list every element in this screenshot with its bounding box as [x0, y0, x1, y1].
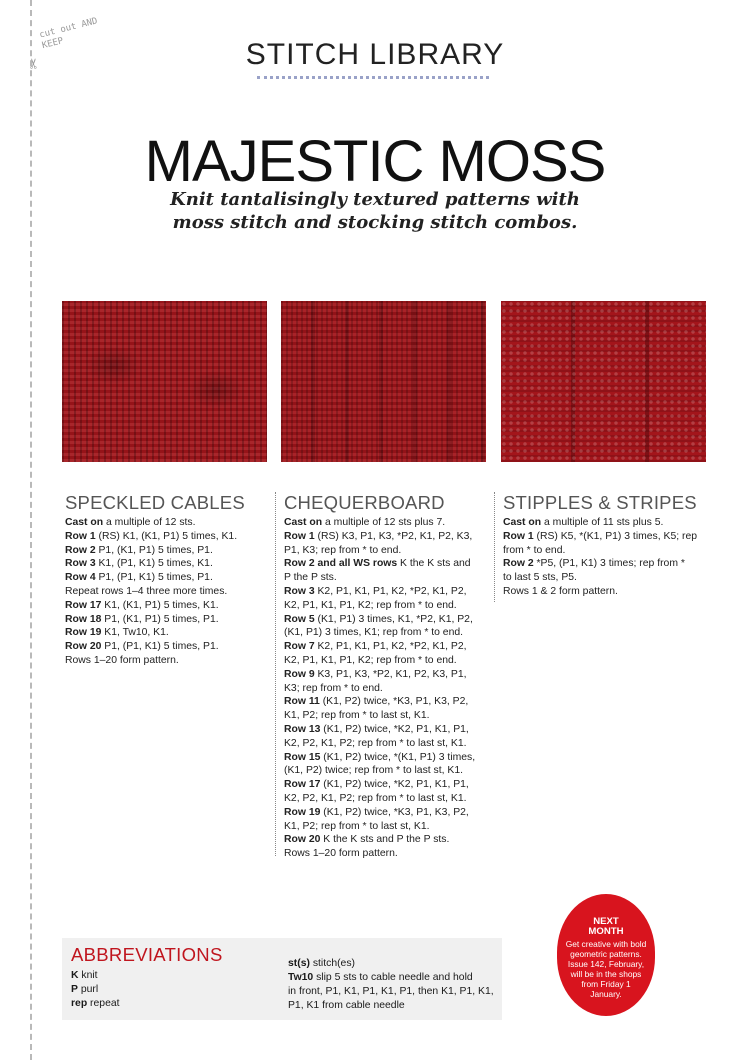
instruction-text: knit [78, 970, 98, 981]
pattern-column [65, 492, 273, 668]
instruction-line [284, 544, 492, 558]
instruction-line [284, 737, 492, 751]
instruction-text: (K1, P2) twice, *K2, P1, K1, P1, [320, 723, 469, 735]
instruction-text: (K1, P1) 3 times, K1; rep from * to end. [284, 627, 464, 639]
instruction-line [284, 806, 492, 820]
instruction-line [288, 957, 498, 971]
instruction-line [65, 626, 273, 640]
column-divider [494, 492, 495, 602]
instruction-text: K2, P1, K1, P1, K2; rep from * to end. [284, 599, 457, 611]
pattern-instructions [65, 516, 273, 668]
instruction-line [284, 709, 492, 723]
instruction-label: Row 1 [503, 530, 534, 542]
instruction-line [503, 544, 711, 558]
instruction-label: st(s) [288, 958, 310, 969]
instruction-line [284, 654, 492, 668]
instruction-text: stitch(es) [309, 958, 355, 969]
instruction-line [284, 682, 492, 696]
instruction-line [71, 969, 120, 983]
instruction-label: Row 9 [284, 668, 315, 680]
instruction-text: K2, P2, K1, P2; rep from * to last st, K1. [284, 737, 467, 749]
instruction-label: Row 2 [503, 558, 534, 570]
instruction-line [284, 764, 492, 778]
instruction-text: K the K sts and [397, 558, 471, 570]
instruction-line [284, 778, 492, 792]
instruction-line [284, 530, 492, 544]
instruction-line [65, 654, 273, 668]
instruction-line [284, 626, 492, 640]
instruction-text: (K1, P2) twice, *K3, P1, K3, P2, [319, 696, 469, 708]
instruction-text: K1, P2; rep from * to last st, K1. [284, 820, 430, 832]
pattern-instructions [284, 516, 492, 861]
instruction-line [288, 985, 498, 999]
instruction-text: P1, (P1, K1) 5 times, P1. [101, 641, 219, 653]
instruction-text: K1, Tw10, K1. [101, 627, 169, 639]
instruction-line [284, 847, 492, 861]
instruction-label: Row 1 [65, 530, 96, 542]
instruction-line [284, 599, 492, 613]
instruction-label: Cast on [284, 517, 323, 528]
instruction-text: K2, P2, K1, P2; rep from * to last st, K1. [284, 792, 467, 804]
instruction-line [284, 585, 492, 599]
instruction-text: (K1, P2) twice, *K2, P1, K1, P1, [320, 779, 469, 791]
pattern-heading: STIPPLES & STRIPES [503, 492, 697, 513]
instruction-line [503, 557, 711, 571]
instruction-text: P the P sts. [284, 572, 337, 584]
instruction-label: Row 15 [284, 751, 321, 763]
instruction-line [284, 751, 492, 765]
instruction-text: (RS) K1, (K1, P1) 5 times, K1. [95, 530, 238, 542]
instruction-text: P1, K3; rep from * to end. [284, 544, 402, 556]
instruction-label: Row 20 [65, 641, 102, 653]
instruction-text: from * to end. [503, 544, 566, 556]
instruction-text: repeat [87, 998, 120, 1009]
instruction-label: Row 3 [284, 585, 315, 597]
instruction-text: P1, (K1, P1) 5 times, P1. [95, 544, 213, 556]
instruction-line [284, 668, 492, 682]
instruction-line [65, 613, 273, 627]
instruction-line [284, 723, 492, 737]
instruction-text: K1, (K1, P1) 5 times, K1. [101, 599, 219, 611]
instruction-text: P1, K1 from cable needle [288, 1000, 405, 1011]
instruction-label: Row 2 [65, 544, 96, 556]
instruction-text: Repeat rows 1–4 three more times. [65, 585, 228, 597]
instruction-text: (RS) K3, P1, K3, *P2, K1, P2, K3, [314, 530, 473, 542]
instruction-text: (RS) K5, *(K1, P1) 3 times, K5; rep [533, 530, 698, 542]
instruction-label: Row 19 [284, 806, 321, 818]
instruction-line [284, 792, 492, 806]
instruction-line [284, 820, 492, 834]
instruction-text: Rows 1–20 form pattern. [284, 848, 398, 860]
column-divider [275, 492, 276, 856]
abbreviations-list [288, 957, 498, 1013]
scissors-icon: ✂ [25, 57, 42, 70]
instruction-text: K3; rep from * to end. [284, 682, 383, 694]
instruction-label: Row 4 [65, 572, 96, 584]
instruction-label: Row 20 [284, 834, 321, 846]
pattern-heading: CHEQUERBOARD [284, 492, 445, 513]
instruction-line [65, 557, 273, 571]
instruction-text: K1, P2; rep from * to last st, K1. [284, 710, 430, 722]
instruction-label: Row 13 [284, 723, 321, 735]
instruction-text: P1, (K1, P1) 5 times, P1. [101, 613, 219, 625]
instruction-line [284, 640, 492, 654]
instruction-label: Cast on [65, 517, 104, 528]
speckled-cables-swatch-image [62, 301, 267, 462]
instruction-text: (K1, P2) twice; rep from * to last st, K1. [284, 765, 464, 777]
instruction-line [65, 516, 273, 530]
pattern-instructions [503, 516, 711, 599]
instruction-label: Row 18 [65, 613, 102, 625]
instruction-line [284, 557, 492, 571]
instruction-text: a multiple of 11 sts plus 5. [541, 517, 664, 528]
instruction-text: K1, (P1, K1) 5 times, K1. [95, 558, 213, 570]
instruction-line [65, 544, 273, 558]
instruction-text: K2, P1, K1, P1, K2; rep from * to end. [284, 654, 457, 666]
subtitle-line: moss stitch and stocking stitch combos. [172, 212, 578, 233]
instruction-line [503, 585, 711, 599]
page-subtitle [150, 188, 600, 234]
instruction-text: (K1, P2) twice, *K3, P1, K3, P2, [320, 806, 469, 818]
instruction-line [65, 640, 273, 654]
instruction-line [284, 571, 492, 585]
instruction-label: P [71, 984, 78, 995]
instruction-label: Row 3 [65, 558, 96, 570]
instruction-label: Row 1 [284, 530, 315, 542]
instruction-text: (K1, P2) twice, *(K1, P1) 3 times, [320, 751, 476, 763]
instruction-text: a multiple of 12 sts plus 7. [322, 517, 446, 528]
instruction-line [71, 983, 120, 997]
instruction-line [71, 997, 120, 1011]
instruction-label: Row 17 [65, 599, 102, 611]
instruction-text: Rows 1 & 2 form pattern. [503, 585, 618, 597]
instruction-label: Row 19 [65, 627, 102, 639]
instruction-label: Row 2 and all WS rows [284, 558, 398, 570]
header-dotted-rule [257, 76, 489, 79]
instruction-text: (K1, P1) 3 times, K1, *P2, K1, P2, [314, 613, 473, 625]
pattern-heading: SPECKLED CABLES [65, 492, 245, 513]
instruction-line [65, 599, 273, 613]
instruction-line [284, 516, 492, 530]
abbreviations-list [71, 969, 120, 1011]
subtitle-line: Knit tantalisingly textured patterns with [170, 189, 580, 210]
instruction-line [288, 971, 498, 985]
instruction-line [284, 613, 492, 627]
instruction-text: in front, P1, K1, P1, K1, P1, then K1, P1, K1, [288, 986, 494, 997]
pattern-column [503, 492, 711, 599]
instruction-text: a multiple of 12 sts. [103, 517, 196, 528]
instruction-label: Row 11 [284, 696, 320, 708]
instruction-text: *P5, (P1, K1) 3 times; rep from * [533, 558, 685, 570]
section-header: STITCH LIBRARY [245, 38, 505, 71]
next-month-title-line: MONTH [588, 926, 624, 937]
instruction-text: purl [77, 984, 99, 995]
instruction-line [284, 833, 492, 847]
instruction-text: K2, P1, K1, P1, K2, *P2, K1, P2, [314, 641, 467, 653]
cut-out-note: cut out AND KEEP [38, 16, 99, 52]
next-month-title-line: NEXT [593, 916, 619, 927]
abbreviations-box [62, 938, 502, 1020]
next-month-title [557, 917, 655, 937]
instruction-text: to last 5 sts, P5. [503, 572, 577, 584]
instruction-text: slip 5 sts to cable needle and hold [313, 972, 473, 983]
page-title: MAJESTIC MOSS [144, 129, 606, 194]
instruction-text: P1, (P1, K1) 5 times, P1. [95, 572, 213, 584]
instruction-label: Tw10 [288, 972, 314, 983]
next-month-text: Get creative with bold geometric patterns. Issue 142, February, will be in the shops from Friday 1 January. [565, 939, 647, 999]
instruction-line [288, 999, 498, 1013]
instruction-label: Cast on [503, 517, 542, 528]
instruction-line [503, 530, 711, 544]
instruction-label: rep [71, 998, 88, 1009]
instruction-label: Row 5 [284, 613, 315, 625]
instruction-text: Rows 1–20 form pattern. [65, 654, 179, 666]
next-month-badge [557, 894, 655, 1016]
pattern-column [284, 492, 492, 861]
instruction-text: K the K sts and P the P sts. [320, 834, 450, 846]
instruction-line [65, 530, 273, 544]
instruction-label: Row 17 [284, 779, 321, 791]
instruction-label: K [71, 970, 79, 981]
instruction-line [65, 571, 273, 585]
instruction-line [503, 571, 711, 585]
stipples-stripes-swatch-image [501, 301, 706, 462]
instruction-text: K3, P1, K3, *P2, K1, P2, K3, P1, [314, 668, 467, 680]
abbreviations-title: ABBREVIATIONS [71, 944, 223, 965]
chequerboard-swatch-image [281, 301, 486, 462]
instruction-label: Row 7 [284, 641, 315, 653]
instruction-line [503, 516, 711, 530]
instruction-line [65, 585, 273, 599]
instruction-text: K2, P1, K1, P1, K2, *P2, K1, P2, [314, 585, 467, 597]
instruction-line [284, 695, 492, 709]
